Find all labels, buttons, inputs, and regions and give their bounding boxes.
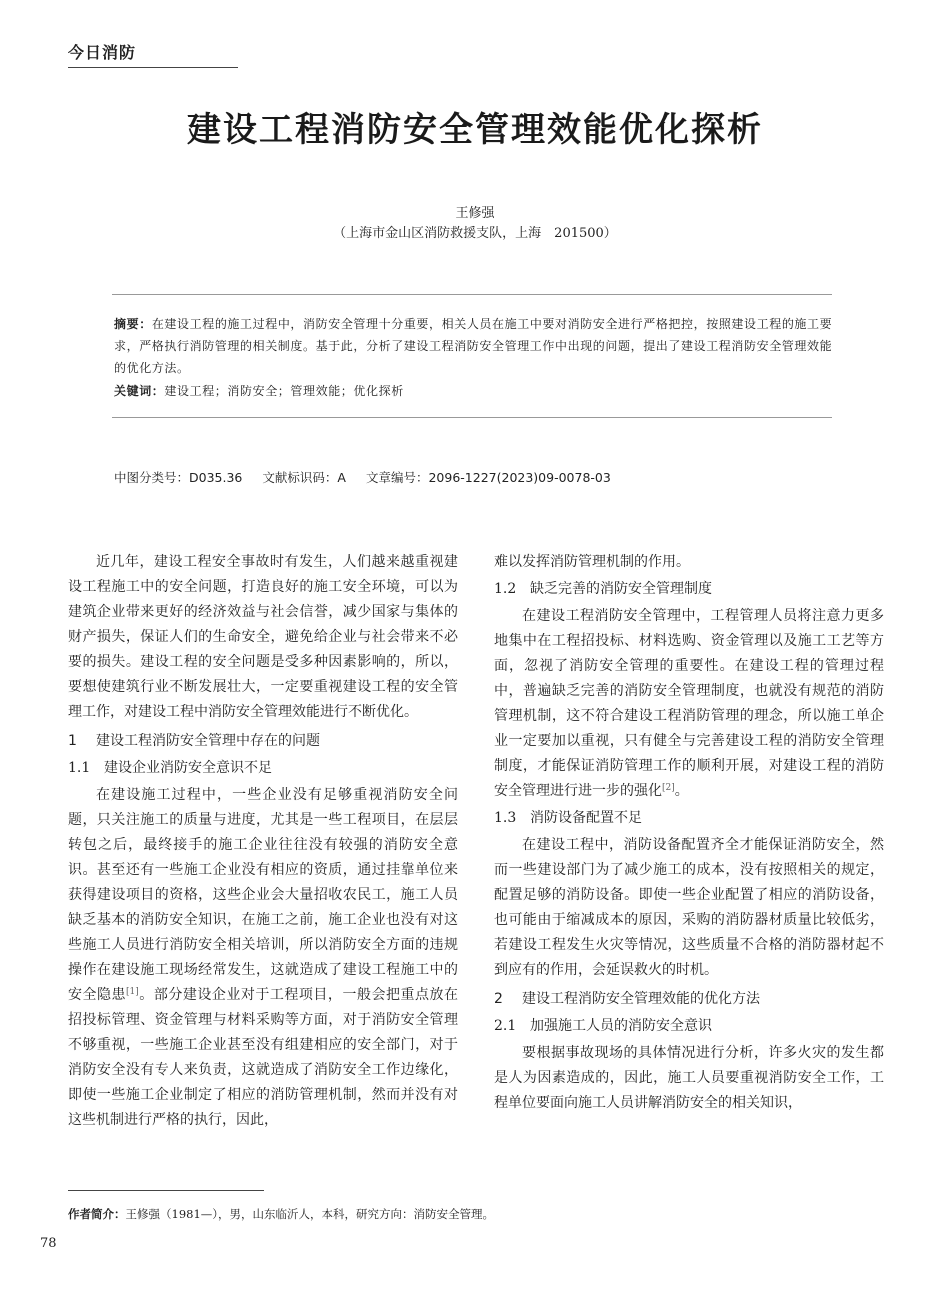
section-1-1-text-tail: 。部分建设企业对于工程项目，一般会把重点放在招投标管理、资金管理与材料采购等方面，对于消防安全管理不够重视，一些施工企业甚至没有组建相应的安全部门，对于消防安全没有专人来负责，这就造成了消防安全工作边缘化，即使一些施工企业制定了相应的消防管理机制，然而并没有对这些机制进行严格的执行，因此， xyxy=(68,987,459,1128)
section-1-3-heading xyxy=(494,806,884,831)
section-1-3-number: 1.3 xyxy=(494,810,517,826)
section-1-2-paragraph xyxy=(494,604,884,804)
section-1-heading xyxy=(68,729,458,754)
abstract-bottom-rule xyxy=(112,417,832,418)
section-1-number: 1 xyxy=(68,733,77,749)
footnote-label: 作者简介： xyxy=(68,1207,126,1221)
column-header-rule xyxy=(68,67,238,68)
keywords-label: 关键词： xyxy=(114,384,165,398)
section-2-heading xyxy=(494,987,884,1012)
reference-1: [1] xyxy=(126,987,139,997)
classification-line xyxy=(114,468,611,486)
section-2-1-paragraph: 要根据事故现场的具体情况进行分析，许多火灾的发生都是人为因素造成的，因此，施工人员要重视消防安全工作，工程单位要面向施工人员讲解消防安全的相关知识， xyxy=(494,1045,884,1111)
section-1-2-text-tail: 。 xyxy=(674,783,689,799)
body-left-column xyxy=(68,550,458,1133)
section-1-3-title: 消防设备配置不足 xyxy=(530,810,642,826)
clc-label: 中图分类号： xyxy=(114,470,190,485)
section-1-3-paragraph: 在建设工程中，消防设备配置齐全才能保证消防安全，然而一些建设部门为了减少施工的成本，没有按照相关的规定，配置足够的消防设备。即使一些企业配置了相应的消防设备，也可能由于缩减成本的原因，采购的消防器材质量比较低劣，若建设工程发生火灾等情况，这些质量不合格的消防器材起不到应有的作用，会延误救火的时机。 xyxy=(494,837,884,978)
section-2-number: 2 xyxy=(494,991,503,1007)
section-1-title: 建设工程消防安全管理中存在的问题 xyxy=(96,733,320,749)
section-1-2-title: 缺乏完善的消防安全管理制度 xyxy=(530,581,712,597)
section-1-1-continued: 难以发挥消防管理机制的作用。 xyxy=(494,554,690,570)
page-number: 78 xyxy=(40,1236,57,1251)
keywords-text: 建设工程；消防安全；管理效能；优化探析 xyxy=(164,384,404,398)
clc-value: D035.36 xyxy=(189,470,243,485)
column-header: 今日消防 xyxy=(68,43,137,62)
author-name: 王修强 xyxy=(455,206,495,221)
keywords xyxy=(114,380,834,402)
abstract-top-rule xyxy=(112,294,832,295)
reference-2: [2] xyxy=(662,783,675,793)
section-1-1-paragraph xyxy=(68,783,458,1133)
intro-paragraph: 近几年，建设工程安全事故时有发生，人们越来越重视建设工程施工中的安全问题，打造良好的施工安全环境，可以为建筑企业带来更好的经济效益与社会信誉，减少国家与集体的财产损失，保证人们的生命安全，避免给企业与社会带来不必要的损失。建设工程的安全问题是受多种因素影响的，所以，要想使建筑行业不断发展壮大，一定要重视建设工程的安全管理工作，对建设工程中消防安全管理效能进行不断优化。 xyxy=(68,554,458,720)
abstract-text: 在建设工程的施工过程中，消防安全管理十分重要，相关人员在施工中要对消防安全进行严格把控，按照建设工程的施工要求，严格执行消防管理的相关制度。基于此，分析了建设工程消防安全管理工作中出现的问题，提出了建设工程消防安全管理效能的优化方法。 xyxy=(114,317,833,375)
abstract xyxy=(114,313,834,379)
section-1-1-title: 建设企业消防安全意识不足 xyxy=(104,760,272,776)
section-1-2-number: 1.2 xyxy=(494,581,517,597)
article-number-value: 2096-1227(2023)09-0078-03 xyxy=(428,470,611,485)
section-2-1-number: 2.1 xyxy=(494,1018,517,1034)
section-2-title: 建设工程消防安全管理效能的优化方法 xyxy=(522,991,760,1007)
body-right-column xyxy=(494,550,884,1116)
footnote-text: 王修强（1981—），男，山东临沂人，本科，研究方向：消防安全管理。 xyxy=(125,1207,495,1221)
article-number-label: 文章编号： xyxy=(365,470,429,485)
section-1-1-heading xyxy=(68,756,458,781)
doc-code-value: A xyxy=(337,470,346,485)
section-1-2-text: 在建设工程消防安全管理中，工程管理人员将注意力更多地集中在工程招投标、材料选购、资金管理以及施工工艺等方面，忽视了消防安全管理的重要性。在建设工程的管理过程中，普遍缺乏完善的消防安全管理制度，也就没有规范的消防管理机制，这不符合建设工程消防管理的理念，所以施工单企业一定要加以重视，只有健全与完善建设工程的消防安全管理制度，才能保证消防管理工作的顺利开展，对建设工程的消防安全管理进行进一步的强化 xyxy=(494,608,884,799)
section-1-1-number: 1.1 xyxy=(68,760,91,776)
abstract-label: 摘要： xyxy=(114,317,152,331)
footnote-rule xyxy=(68,1190,264,1191)
section-2-1-title: 加强施工人员的消防安全意识 xyxy=(530,1018,712,1034)
doc-code-label: 文献标识码： xyxy=(262,470,338,485)
section-1-2-heading xyxy=(494,577,884,602)
article-title: 建设工程消防安全管理效能优化探析 xyxy=(187,110,763,150)
section-2-1-heading xyxy=(494,1014,884,1039)
section-1-1-text: 在建设施工过程中，一些企业没有足够重视消防安全问题，只关注施工的质量与进度，尤其是一些工程项目，在层层转包之后，最终接手的施工企业往往没有较强的消防安全意识。甚至还有一些施工企业没有相应的资质，通过挂靠单位来获得建设项目的资格，这些企业会大量招收农民工，施工人员缺乏基本的消防安全知识，在施工之前，施工企业也没有对这些施工人员进行消防安全相关培训，所以消防安全方面的违规操作在建设施工现场经常发生，这就造成了建设工程施工中的安全隐患 xyxy=(68,787,458,1003)
author-footnote xyxy=(68,1206,494,1222)
author-affiliation: （上海市金山区消防救援支队，上海 201500） xyxy=(333,226,617,241)
